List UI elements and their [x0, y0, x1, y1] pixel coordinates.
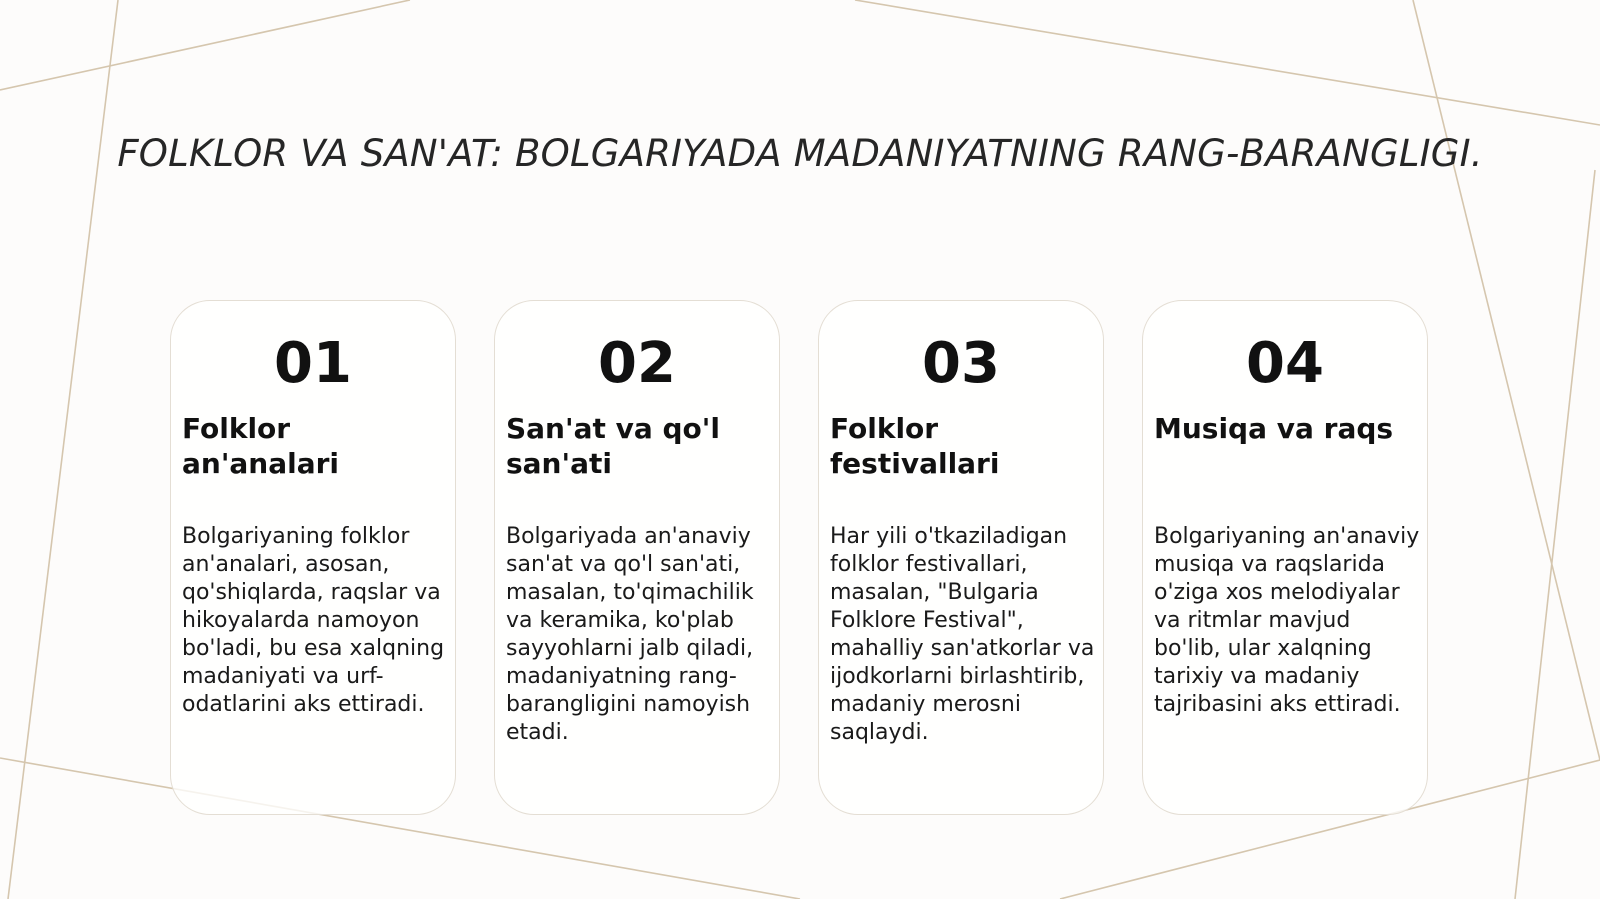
bg-line	[1515, 170, 1595, 899]
card-2	[494, 300, 780, 815]
card-text: Bolgariyaning folklor an'analari, asosan, qo'shiqlarda, raqslar va hikoyalarda namoyon bo'ladi, bu esa xalqning madaniyati va urf-odatlarini aks ettiradi.	[182, 524, 445, 717]
card-1	[170, 300, 456, 815]
card-text: Har yili o'tkaziladigan folklor festivallari, masalan, "Bulgaria Folklore Festival", mahalliy san'atkorlar va ijodkorlarni birlashtirib, madaniy merosni saqlaydi.	[830, 524, 1095, 745]
card-heading: Musiqa va raqs	[1154, 412, 1394, 445]
card-number: 02	[598, 331, 676, 396]
slide-title: FOLKLOR VA SAN'AT: BOLGARIYADA MADANIYATNING RANG-BARANGLIGI.	[117, 132, 1483, 175]
bg-line	[855, 0, 1600, 125]
card-3	[818, 300, 1104, 815]
card-heading: Folklor festivallari	[830, 412, 1000, 480]
card-text: Bolgariyada an'anaviy san'at va qo'l san'ati, masalan, to'qimachilik va keramika, ko'plab sayyohlarni jalb qiladi, madaniyatning rang-barangligini namoyish etadi.	[506, 524, 754, 745]
card-number: 03	[922, 331, 1000, 396]
card-number: 04	[1246, 331, 1324, 396]
card-number: 01	[274, 331, 352, 396]
card-heading: San'at va qo'l san'ati	[506, 412, 720, 480]
bg-line	[0, 0, 410, 90]
card-text: Bolgariyaning an'anaviy musiqa va raqslarida o'ziga xos melodiyalar va ritmlar mavjud bo'lib, ular xalqning tarixiy va madaniy tajribasini aks ettiradi.	[1154, 524, 1420, 717]
card-4	[1142, 300, 1428, 815]
card-heading: Folklor an'analari	[182, 412, 340, 480]
